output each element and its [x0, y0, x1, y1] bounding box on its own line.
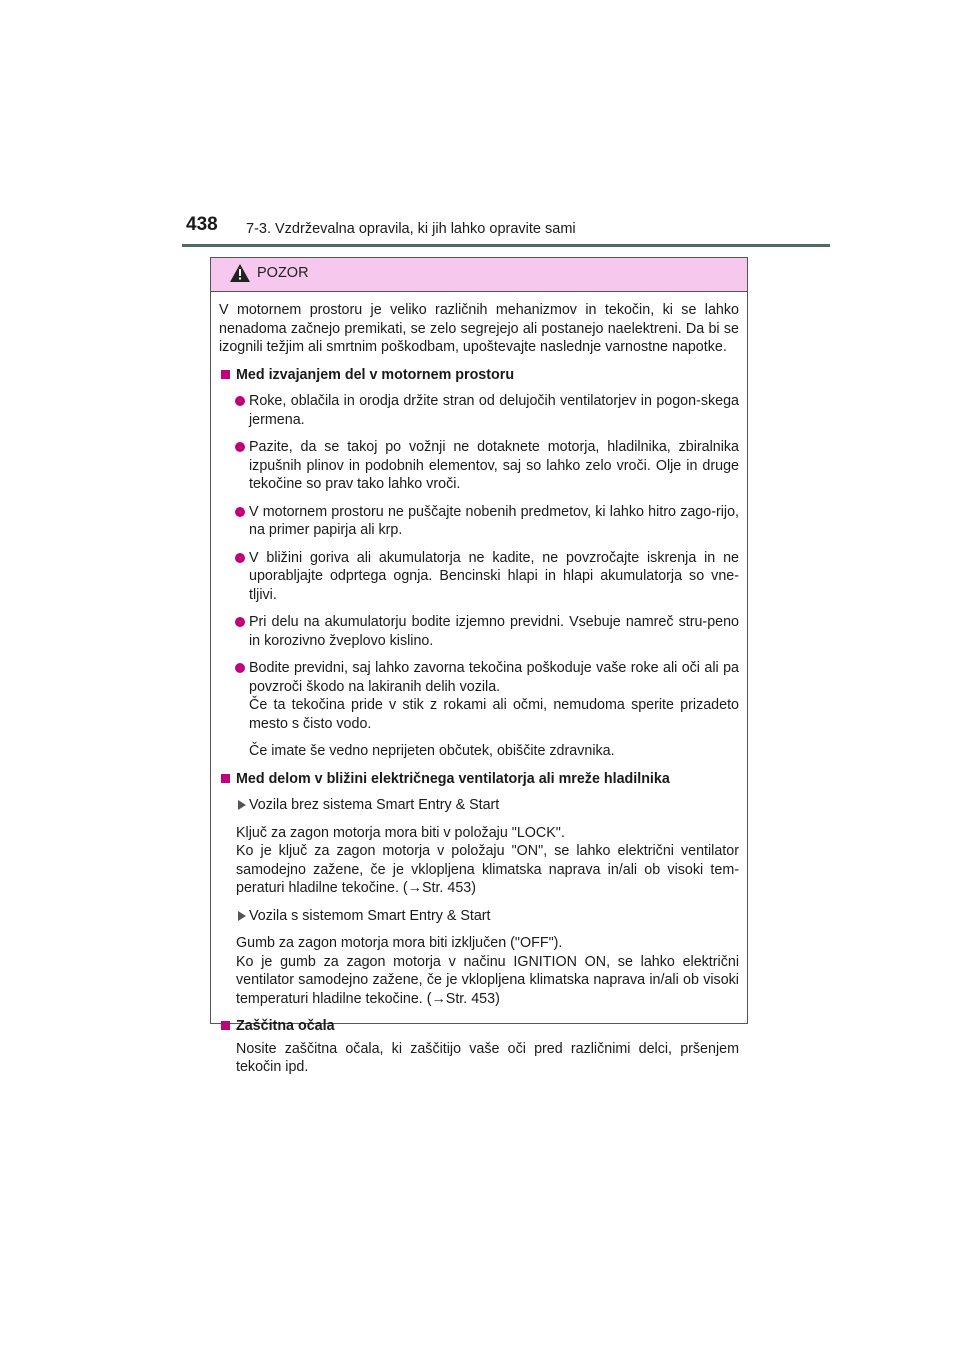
list-item [219, 438, 739, 494]
case-label-text: Vozila brez sistema Smart Entry & Start [249, 797, 500, 813]
list-item [219, 613, 739, 650]
dot-icon [235, 553, 245, 563]
list-item [219, 549, 739, 605]
case-text-line: Gumb za zagon motorja mora biti izključen ("OFF"). [236, 935, 563, 951]
case-label-text: Vozila s sistemom Smart Entry & Start [249, 907, 491, 924]
section-heading-text: Med delom v bližini električnega ventilatorja ali mreže hladilnika [236, 770, 670, 787]
list-item-text: Pri delu na akumulatorju bodite izjemno previdni. Vsebuje namreč stru-peno in korozivno žveplovo kislino. [249, 614, 739, 649]
triangle-right-icon [238, 911, 246, 921]
list-item-note: Če imate še vedno neprijeten občutek, obiščite zdravnika. [249, 743, 615, 759]
case-text-line: Ključ za zagon motorja mora biti v položaju "LOCK". [236, 824, 565, 841]
list-item [219, 503, 739, 540]
caution-header [211, 258, 747, 292]
page-number: 438 [186, 214, 218, 235]
dot-icon [235, 507, 245, 517]
header-rule [182, 244, 830, 247]
list-item [219, 659, 739, 733]
list-item-text: V motornem prostoru ne puščajte nobenih predmetov, ki lahko hitro zago-rijo, na primer papirja ali krp. [249, 503, 739, 538]
case-label [219, 907, 739, 926]
dot-icon [235, 617, 245, 627]
dot-icon [235, 442, 245, 452]
warning-triangle-icon [229, 263, 251, 283]
dot-icon [235, 396, 245, 406]
section-heading-engine-work [219, 366, 739, 385]
list-item-text: V bližini goriva ali akumulatorja ne kadite, ne povzročajte iskrenja in ne uporabljajte odprtega ognja. Bencinski hlapi in hlapi akumulatorja so vne-tljivi. [249, 549, 739, 603]
triangle-right-icon [238, 800, 246, 810]
section-heading-goggles [219, 1017, 739, 1036]
case-text [219, 934, 739, 1008]
case-text-line: Ko je ključ za zagon motorja v položaju "ON", se lahko električni ventilator samodejno zažene, če je vklopljena klimatska naprava in/ali ob visoki tem-peraturi hladilne tekočine. (→Str. 453) [236, 843, 739, 896]
square-icon [221, 370, 230, 379]
section-heading-text: Med izvajanjem del v motornem prostoru [236, 366, 515, 383]
section-heading-text: Zaščitna očala [236, 1018, 335, 1034]
caution-title: POZOR [257, 265, 309, 281]
list-item-text: Pazite, da se takoj po vožnji ne dotaknete motorja, hladilnika, zbiralnika izpušnih plinov in podobnih elementov, saj so lahko zelo vroči. Olje in druge tekočine so prav tako lahko vroči. [249, 439, 739, 492]
case-text [219, 824, 739, 898]
list-item [219, 392, 739, 429]
caution-intro: V motornem prostoru je veliko različnih mehanizmov in tekočin, ki se lahko nenadoma začnejo premikati, se zelo segrejejo ali postanejo naelektreni. Da bi se izognili težjim ali smrtnim poškodbam, upoštevajte naslednje varnostne napotke. [219, 302, 739, 355]
section-title: 7-3. Vzdrževalna opravila, ki jih lahko opravite sami [246, 221, 576, 237]
square-icon [221, 1021, 230, 1030]
goggles-text: Nosite zaščitna očala, ki zaščitijo vaše oči pred različnimi delci, pršenjem tekočin ipd. [236, 1040, 739, 1075]
caution-body [211, 292, 747, 1077]
case-text-line: Ko je gumb za zagon motorja v načinu IGNITION ON, se lahko električni ventilator samodejno zažene, če je vklopljena klimatska naprava in/ali ob visoki temperaturi hladilne tekočine. (→Str. 453) [236, 953, 739, 1007]
list-item-extra: Če ta tekočina pride v stik z rokami ali očmi, nemudoma sperite prizadeto mesto s čisto vodo. [249, 697, 739, 732]
dot-icon [235, 663, 245, 673]
case-label [219, 796, 739, 815]
section-heading-fan [219, 770, 739, 789]
caution-box [210, 257, 748, 1075]
square-icon [221, 774, 230, 783]
list-item-text: Roke, oblačila in orodja držite stran od delujočih ventilatorjev in pogon-skega jermena. [249, 393, 739, 428]
list-item-text: Bodite previdni, saj lahko zavorna tekočina poškoduje vaše roke ali oči ali pa povzroči škodo na lakiranih delih vozila. [249, 660, 739, 695]
